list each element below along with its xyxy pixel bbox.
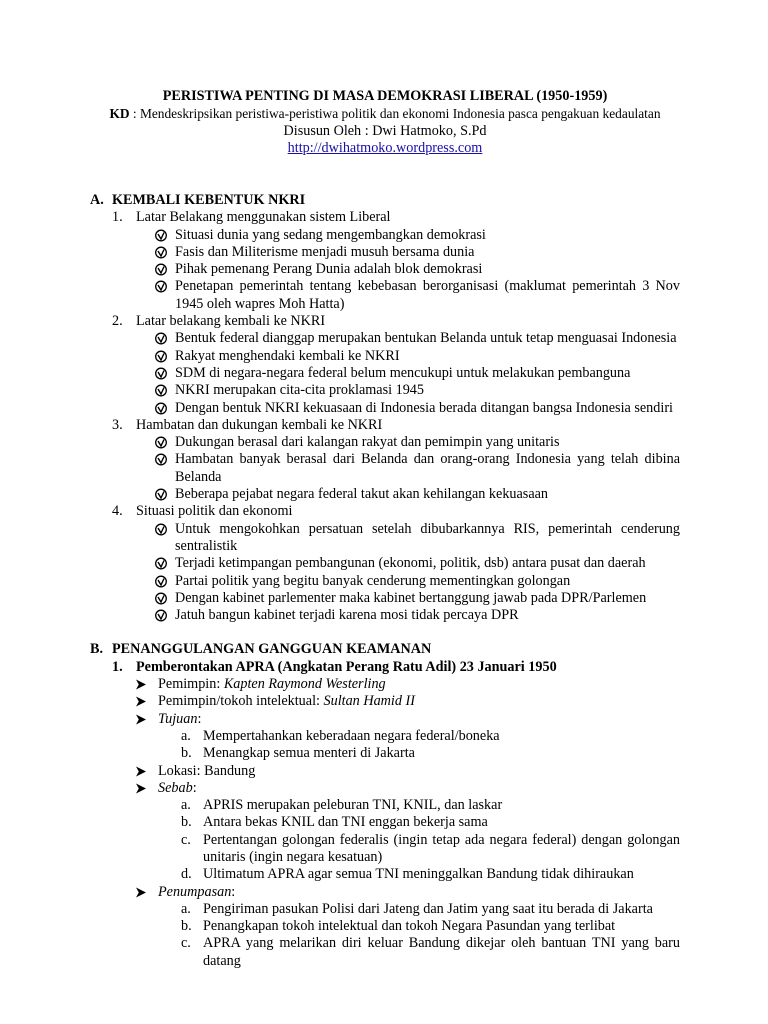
arrow-bullet-icon <box>154 555 168 572</box>
section-title: KEMBALI KEBENTUK NKRI <box>112 192 306 208</box>
arrow-bullet-icon <box>154 348 168 365</box>
list-item: Fasis dan Militerisme menjadi musuh bersama dunia <box>90 244 680 261</box>
lettered-item: a. Mempertahankan keberadaan negara federal/boneka <box>181 727 500 744</box>
item-number: 1. <box>112 658 123 675</box>
document-header <box>80 88 690 157</box>
kd-line <box>80 105 690 122</box>
section-title: PENANGGULANGAN GANGGUAN KEAMANAN <box>112 641 432 658</box>
item-label: Pemberontakan APRA (Angkatan Perang Ratu Adil) 23 Januari 1950 <box>136 658 557 675</box>
list-item: SDM di negara-negara federal belum mencukupi untuk melakukan pembanguna <box>90 365 680 382</box>
arrow-right-icon <box>134 711 148 728</box>
numbered-item <box>90 659 680 676</box>
arrow-item-intelektual: Pemimpin/tokoh intelektual: Sultan Hamid II <box>90 693 680 710</box>
blog-link[interactable]: http://dwihatmoko.wordpress.com <box>287 139 483 156</box>
lettered-item: d. Ultimatum APRA agar semua TNI meninggalkan Bandung tidak dihiraukan <box>181 866 634 883</box>
arrow-right-icon <box>134 780 148 797</box>
arrow-bullet-icon <box>154 365 168 382</box>
arrow-item-pemimpin: Pemimpin: Kapten Raymond Westerling <box>90 676 680 693</box>
list-item: Terjadi ketimpangan pembangunan (ekonomi, politik, dsb) antara pusat dan daerah <box>90 555 680 572</box>
arrow-bullet-icon <box>154 261 168 278</box>
arrow-bullet-icon <box>154 521 168 538</box>
lettered-item: b. Antara bekas KNIL dan TNI enggan bekerja sama <box>181 814 488 831</box>
list-item: Partai politik yang begitu banyak cenderung mementingkan golongan <box>90 573 680 590</box>
item-label: Situasi politik dan ekonomi <box>136 503 293 520</box>
list-item: Pihak pemenang Perang Dunia adalah blok demokrasi <box>90 261 680 278</box>
arrow-item-lokasi: Lokasi: Bandung <box>90 763 680 780</box>
list-item: Untuk mengokohkan persatuan setelah dibubarkannya RIS, pemerintah cenderung sentralistik <box>90 521 680 556</box>
document-body <box>90 192 680 970</box>
section-letter: B. <box>90 641 104 658</box>
list-item: Rakyat menghendaki kembali ke NKRI <box>90 348 680 365</box>
lettered-item: b. Penangkapan tokoh intelektual dan tokoh Negara Pasundan yang terlibat <box>181 918 616 935</box>
item-number: 1. <box>112 209 123 226</box>
item-number: 4. <box>112 503 123 520</box>
item-label: Latar belakang kembali ke NKRI <box>136 313 326 330</box>
lettered-item: c. APRA yang melarikan diri keluar Bandung dikejar oleh bantuan TNI yang baru datang <box>181 935 680 969</box>
numbered-item <box>90 209 680 226</box>
arrow-right-icon <box>134 884 148 901</box>
arrow-bullet-icon <box>154 330 168 347</box>
arrow-item-penumpasan: Penumpasan: <box>90 884 680 901</box>
list-item: Hambatan banyak berasal dari Belanda dan orang-orang Indonesia yang telah dibina Belanda <box>90 451 680 486</box>
lettered-item: b. Menangkap semua menteri di Jakarta <box>181 745 415 762</box>
author-line: Disusun Oleh : Dwi Hatmoko, S.Pd <box>283 122 487 139</box>
list-item: Dengan kabinet parlementer maka kabinet bertanggung jawab pada DPR/Parlemen <box>90 590 680 607</box>
section-b-heading <box>90 641 680 658</box>
arrow-right-icon <box>134 763 148 780</box>
item-label: Hambatan dan dukungan kembali ke NKRI <box>136 416 383 433</box>
arrow-right-icon <box>134 676 148 693</box>
arrow-bullet-icon <box>154 486 168 503</box>
list-item: Penetapan pemerintah tentang kebebasan berorganisasi (maklumat pemerintah 3 Nov 1945 oleh wapres Moh Hatta) <box>90 278 680 313</box>
arrow-right-icon <box>134 693 148 710</box>
document-title: PERISTIWA PENTING DI MASA DEMOKRASI LIBERAL (1950-1959) <box>162 88 608 104</box>
item-number: 2. <box>112 313 123 330</box>
list-item: Dengan bentuk NKRI kekuasaan di Indonesia berada ditangan bangsa Indonesia sendiri <box>90 400 680 417</box>
arrow-bullet-icon <box>154 382 168 399</box>
numbered-item <box>90 503 680 520</box>
arrow-bullet-icon <box>154 278 168 295</box>
arrow-bullet-icon <box>154 434 168 451</box>
lettered-item: a. APRIS merupakan peleburan TNI, KNIL, dan laskar <box>181 797 503 814</box>
list-item: Bentuk federal dianggap merupakan bentukan Belanda untuk tetap menguasai Indonesia <box>90 330 680 347</box>
arrow-bullet-icon <box>154 590 168 607</box>
list-item: Situasi dunia yang sedang mengembangkan demokrasi <box>90 227 680 244</box>
arrow-bullet-icon <box>154 607 168 624</box>
arrow-bullet-icon <box>154 451 168 468</box>
section-a-heading <box>90 192 680 209</box>
arrow-item-tujuan: Tujuan: <box>90 711 680 728</box>
kd-label: KD <box>109 106 130 122</box>
arrow-item-sebab: Sebab: <box>90 780 680 797</box>
item-number: 3. <box>112 416 123 433</box>
section-letter: A. <box>90 192 104 208</box>
item-label: Latar Belakang menggunakan sistem Liberal <box>136 209 391 226</box>
numbered-item <box>90 417 680 434</box>
arrow-bullet-icon <box>154 573 168 590</box>
kd-text: : Mendeskripsikan peristiwa-peristiwa politik dan ekonomi Indonesia pasca pengakuan kedaulatan <box>129 106 661 122</box>
list-item: Dukungan berasal dari kalangan rakyat dan pemimpin yang unitaris <box>90 434 680 451</box>
lettered-item: a. Pengiriman pasukan Polisi dari Jateng dan Jatim yang saat itu berada di Jakarta <box>181 900 653 917</box>
arrow-bullet-icon <box>154 227 168 244</box>
arrow-bullet-icon <box>154 244 168 261</box>
lettered-item: c. Pertentangan golongan federalis (ingin tetap ada negara federal) dengan golongan unitaris (ingin negara kesatuan) <box>181 831 680 865</box>
list-item: Beberapa pejabat negara federal takut akan kehilangan kekuasaan <box>90 486 680 503</box>
arrow-bullet-icon <box>154 400 168 417</box>
list-item: Jatuh bangun kabinet terjadi karena mosi tidak percaya DPR <box>90 607 680 624</box>
list-item: NKRI merupakan cita-cita proklamasi 1945 <box>90 382 680 399</box>
numbered-item <box>90 313 680 330</box>
